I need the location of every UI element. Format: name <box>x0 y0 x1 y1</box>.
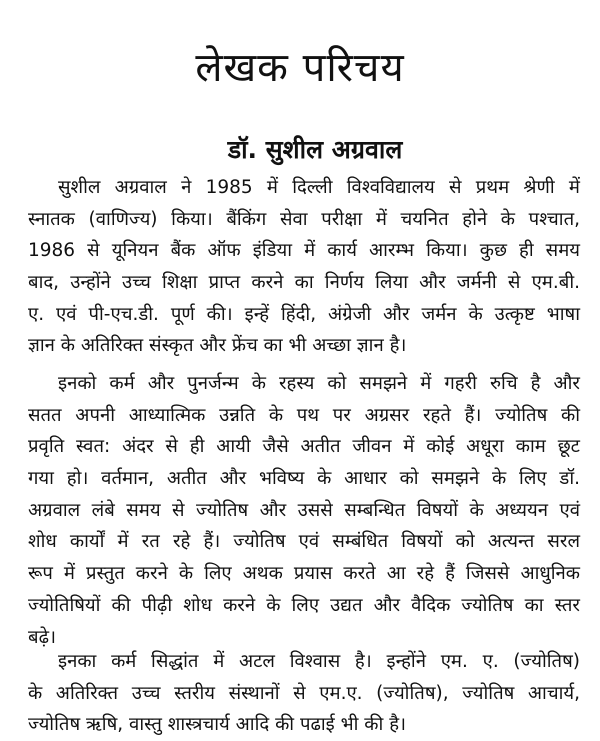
text-line: ए. एवं पी-एच.डी. पूर्ण की। इन्हें हिंदी, अंग्रेजी और जर्मन के उत्कृष्ट भाषा <box>28 303 580 325</box>
text-line: के अतिरिक्त उच्च स्तरीय संस्थानों से एम.ए. (ज्योतिष), ज्योतिष आचार्य, <box>28 682 580 704</box>
text-line: सुशील अग्रवाल ने 1985 में दिल्ली विश्वविद्यालय से प्रथम श्रेणी में <box>58 177 580 198</box>
text-line: गया हो। वर्तमान, अतीत और भविष्य के आधार को समझने के लिए डॉ. <box>28 468 580 490</box>
text-line: इनको कर्म और पुनर्जन्म के रहस्य को समझने में गहरी रुचि है और <box>58 373 580 394</box>
text-line: इनका कर्म सिद्धांत में अटल विश्वास है। इन्होंने एम. ए. (ज्योतिष) <box>58 651 580 672</box>
text-line: बाद, उन्होंने उच्च शिक्षा प्राप्त करने का निर्णय लिया और जर्मनी से एम.बी. <box>28 272 580 294</box>
text-line: रूप में प्रस्तुत करने के लिए अथक प्रयास करते आ रहे हैं जिससे आधुनिक <box>28 563 580 585</box>
text-line: ज्योतिष ऋषि, वास्तु शास्त्रचार्य आदि की पढाई भी की है। <box>28 714 407 736</box>
text-line: प्रवृति स्वत: अंदर से ही आयी जैसे अतीत जीवन में कोई अधूरा काम छूट <box>28 436 580 458</box>
paragraph-qualifications <box>28 646 580 741</box>
text-line: अग्रवाल लंबे समय से ज्योतिष और उससे सम्बन्धित विषयों के अध्ययन एवं <box>28 499 580 521</box>
author-name: डॉ. सुशील अग्रवाल <box>227 135 403 164</box>
paragraph-education <box>28 172 580 362</box>
text-line: ज्योतिषियों की पीढ़ी शोध करने के लिए उद्यत और वैदिक ज्योतिष का स्तर <box>28 594 580 616</box>
text-line: स्नातक (वाणिज्य) किया। बैंकिंग सेवा परीक्षा में चयनित होने के पश्चात, <box>28 208 580 230</box>
text-line: ज्ञान के अतिरिक्त संस्कृत और फ्रेंच का भी अच्छा ज्ञान है। <box>28 335 407 357</box>
text-line: बढ़े। <box>28 626 56 648</box>
page-title: लेखक परिचय <box>195 45 405 91</box>
text-line: 1986 से यूनियन बैंक ऑफ इंडिया में कार्य आरम्भ किया। कुछ ही समय <box>28 240 580 262</box>
text-line: शोध कार्यों में रत रहे हैं। ज्योतिष एवं सम्बंधित विषयों को अत्यन्त सरल <box>28 531 580 553</box>
text-line: सतत अपनी आध्यात्मिक उन्नति के पथ पर अग्रसर रहते हैं। ज्योतिष की <box>28 404 580 426</box>
paragraph-astrology <box>28 368 580 653</box>
